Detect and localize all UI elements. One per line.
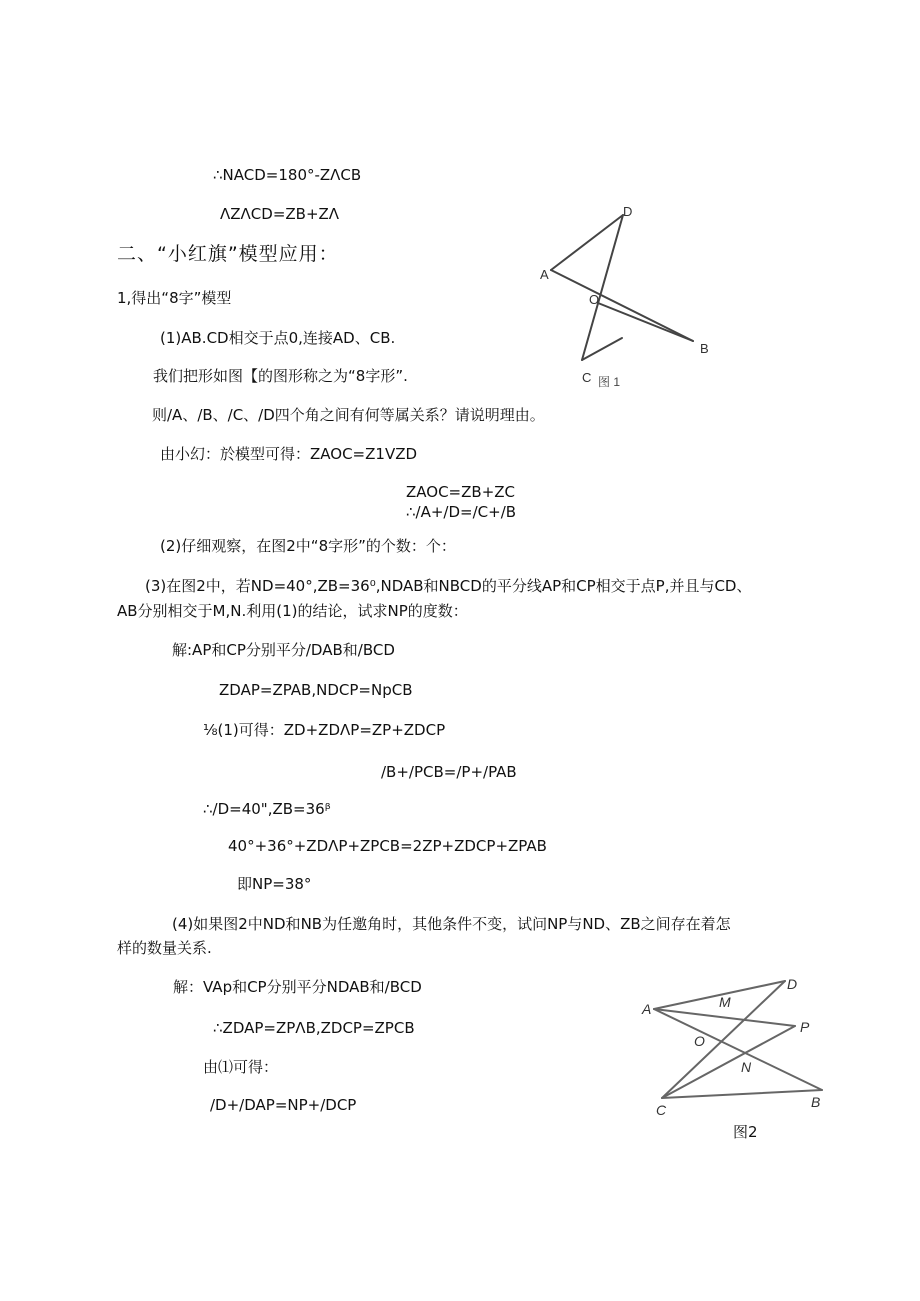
figure-2-label-m: M bbox=[719, 994, 731, 1010]
figure-2-label-n: N bbox=[741, 1059, 752, 1075]
figure-2-label-a: A bbox=[642, 1001, 652, 1017]
figure-2-label-c: C bbox=[656, 1102, 667, 1118]
text-line-12: AB分别相交于M,N.利用(1)的结论，试求NP的度数： bbox=[117, 602, 468, 620]
text-line-1: ∴NACD=180°-ZΛCB bbox=[213, 166, 362, 184]
text-line-25: /D+/DAP=NP+/DCP bbox=[210, 1096, 357, 1114]
segment-ap bbox=[654, 1009, 795, 1026]
text-line-11: (3)在图2中，若ND=40°,ZB=36⁰,NDAB和NBCD的平分线AP和CP相交于点P,并且与CD、 bbox=[145, 577, 752, 595]
segment-cp bbox=[662, 1026, 795, 1098]
figure-1-diagram bbox=[530, 198, 730, 398]
segment-cb bbox=[662, 1090, 822, 1098]
segment-ad bbox=[551, 215, 623, 270]
figure-1-label-a: A bbox=[540, 267, 549, 282]
text-line-19: 即NP=38° bbox=[237, 875, 312, 893]
text-line-5: 我们把形如图【的图形称之为“8字形”. bbox=[153, 367, 408, 385]
text-line-23: ∴ZDAP=ZPΛB,ZDCP=ZPCB bbox=[213, 1019, 415, 1037]
text-line-6: 则/A、/B、/C、/D四个角之间有何等属关系？请说明理由。 bbox=[152, 406, 545, 424]
text-line-7: 由小幻：於模型可得：ZAOC=Z1VZD bbox=[160, 445, 418, 463]
figure-2-label-p: P bbox=[800, 1019, 810, 1035]
text-line-22: 解：VAp和CP分别平分NDAB和/BCD bbox=[173, 978, 422, 996]
figure-1-label-b: B bbox=[700, 341, 709, 356]
figure-1-label-d: D bbox=[623, 204, 633, 219]
figure-1-label-c: C bbox=[582, 370, 592, 385]
segment-ab bbox=[551, 270, 693, 341]
text-line-13: 解:AP和CP分别平分/DAB和/BCD bbox=[172, 641, 395, 659]
text-line-24: 由⑴可得： bbox=[203, 1058, 279, 1076]
text-line-4: (1)AB.CD相交于点0,连接AD、CB. bbox=[160, 329, 396, 347]
text-line-10: (2)仔细观察，在图2中“8字形”的个数：个： bbox=[160, 537, 456, 555]
text-line-14: ZDAP=ZPAB,NDCP=NpCB bbox=[219, 681, 413, 699]
figure-2-label-b: B bbox=[811, 1094, 821, 1110]
figure-1-label-o: O bbox=[589, 292, 600, 307]
text-line-9: ∴/A+/D=/C+/B bbox=[406, 503, 517, 521]
segment-ab bbox=[654, 1009, 822, 1090]
figure-2-diagram bbox=[640, 972, 830, 1122]
text-line-2: ΛZΛCD=ZB+ZΛ bbox=[220, 205, 340, 223]
segment-bo bbox=[598, 303, 693, 341]
figure-2-label-o: O bbox=[694, 1033, 705, 1049]
section-heading: 二、“小红旗”模型应用： bbox=[117, 243, 339, 265]
text-line-17: ∴/D=40",ZB=36ᵝ bbox=[203, 800, 331, 818]
text-line-3: 1,得出“8字”模型 bbox=[117, 289, 232, 307]
text-line-18: 40°+36°+ZDΛP+ZPCB=2ZP+ZDCP+ZPAB bbox=[228, 837, 547, 855]
figure-1-caption: 图 1 bbox=[598, 375, 621, 389]
figure-2-label-d: D bbox=[787, 976, 798, 992]
figure-2-caption: 图2 bbox=[733, 1123, 758, 1141]
text-line-21: 样的数量关系. bbox=[117, 939, 212, 957]
text-line-15: ⅛(1)可得：ZD+ZDΛP=ZP+ZDCP bbox=[203, 721, 446, 739]
text-line-16: /B+/PCB=/P+/PAB bbox=[381, 763, 517, 781]
text-line-20: (4)如果图2中ND和NB为任邀角时，其他条件不变，试问NP与ND、ZB之间存在着怎 bbox=[172, 915, 731, 933]
text-line-8: ZAOC=ZB+ZC bbox=[406, 483, 516, 501]
